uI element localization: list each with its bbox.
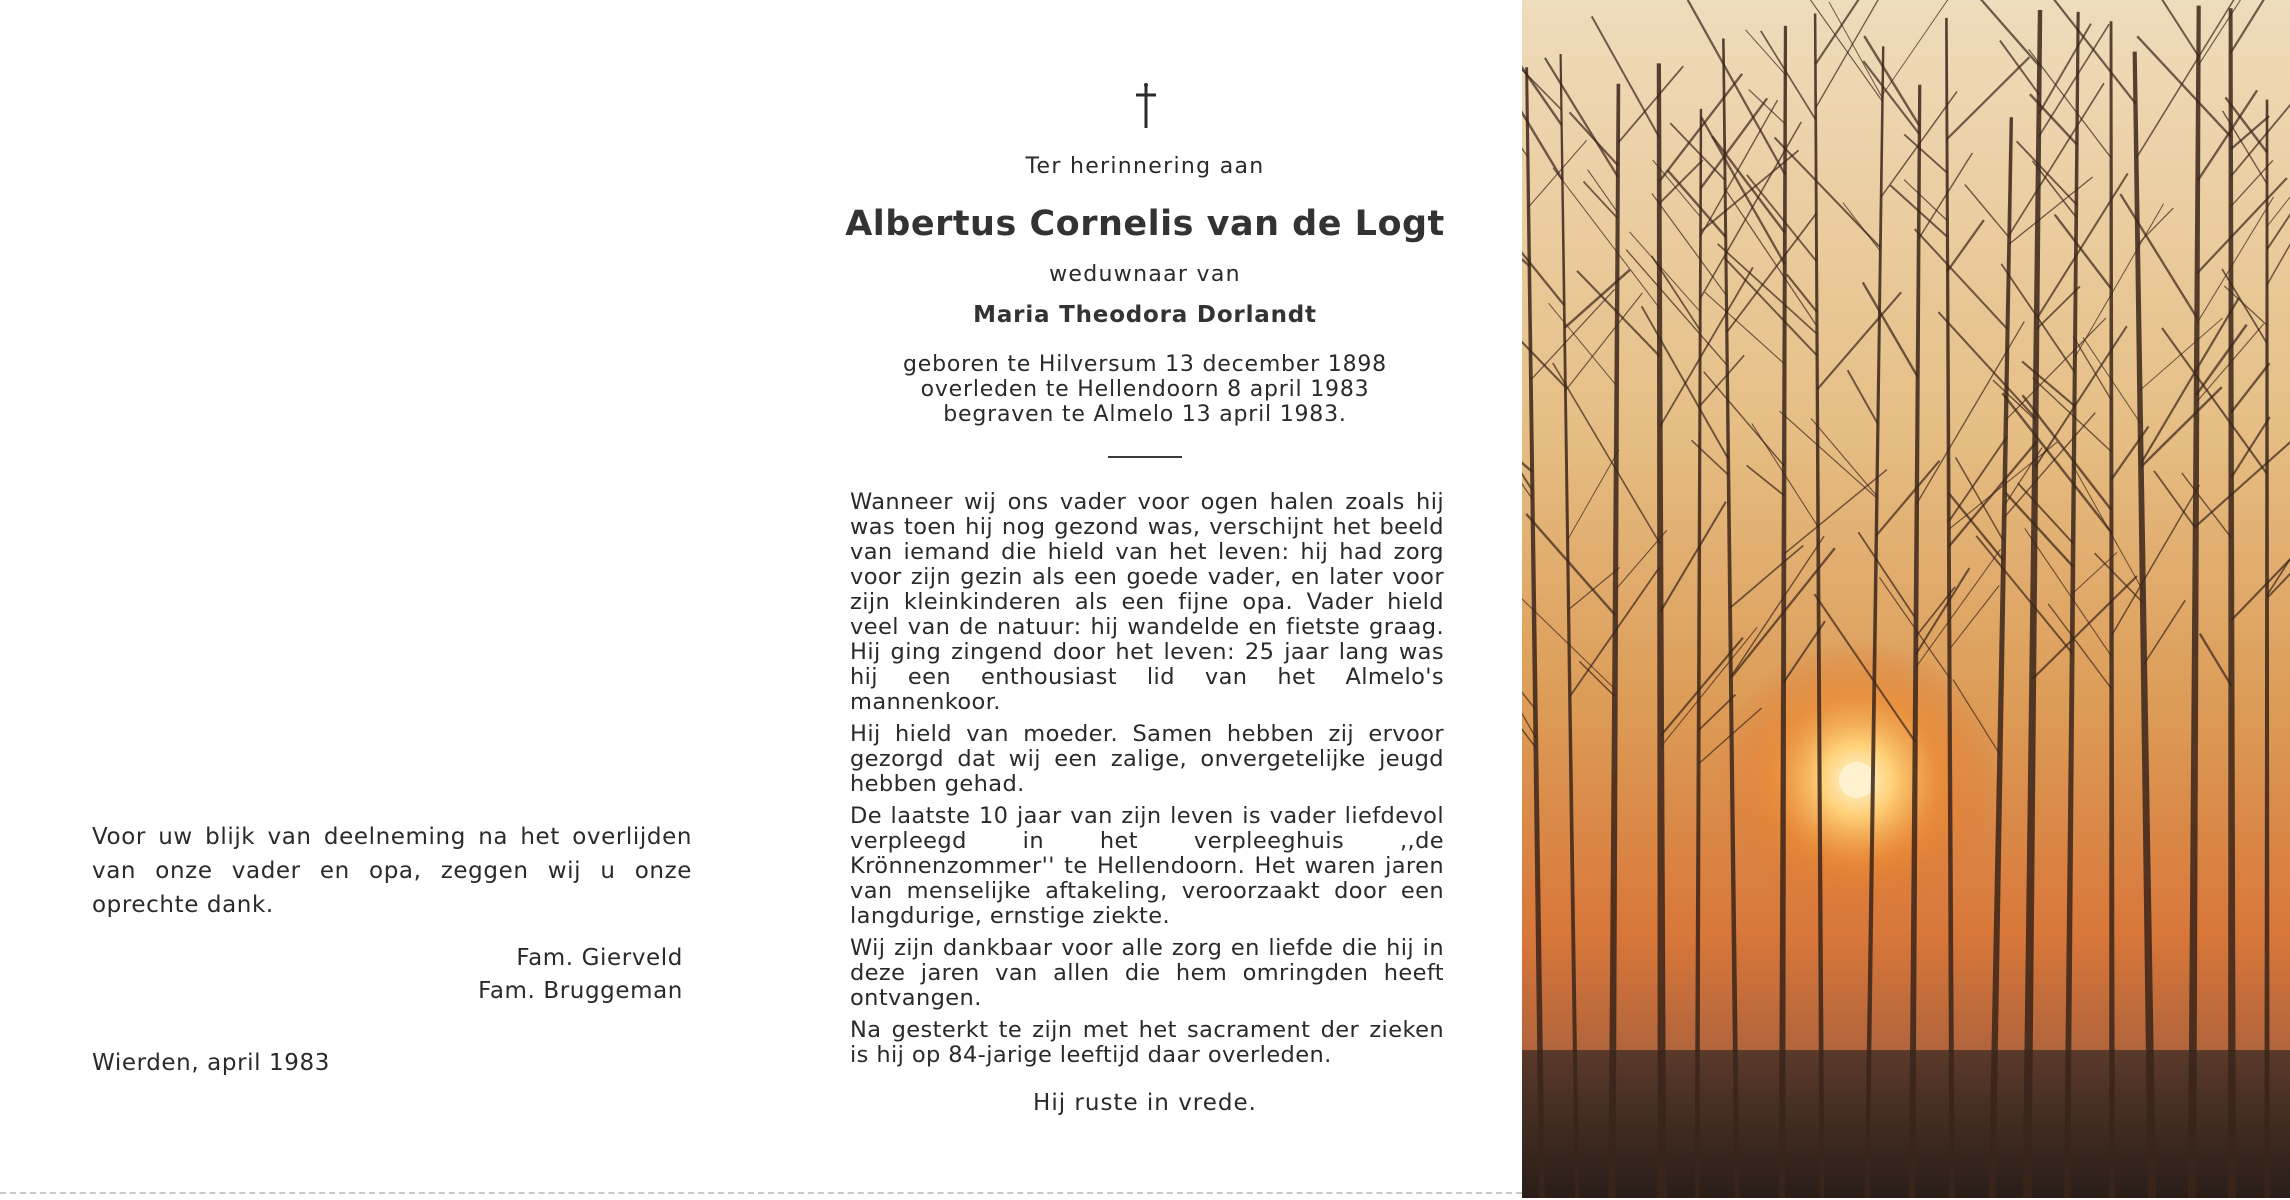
birth-line: geboren te Hilversum 13 december 1898 — [903, 352, 1387, 377]
paragraph: Wanneer wij ons vader voor ogen halen zoals hij was toen hij nog gezond was, verschijnt het beeld van iemand die hield van het leven: hij had zorg voor zijn gezin als een goede vader, en later voor zijn kleinkinderen als een fijne opa. Vader hield veel van de natuur: hij wandelde en fietste graag. Hij ging zingend door het leven: 25 jaar lang was hij een enthousiast lid van het Almelo's mannenkoor. — [850, 489, 1444, 715]
spouse-name: Maria Theodora Dorlandt — [973, 302, 1317, 328]
paragraph: Na gesterkt te zijn met het sacrament der zieken is hij op 84-jarige leeftijd daar overleden. — [850, 1017, 1444, 1068]
death-line: overleden te Hellendoorn 8 april 1983 — [920, 377, 1370, 402]
deceased-name: Albertus Cornelis van de Logt — [845, 204, 1445, 244]
closing-text: Hij ruste in vrede. — [1033, 1090, 1257, 1116]
life-dates — [800, 352, 1490, 427]
signatures — [340, 942, 683, 1008]
left-panel — [0, 0, 760, 1200]
signature-line: Fam. Bruggeman — [478, 978, 683, 1004]
divider — [1108, 456, 1182, 458]
burial-line: begraven te Almelo 13 april 1983. — [943, 402, 1347, 427]
paragraph: De laatste 10 jaar van zijn leven is vader liefdevol verpleegd in het verpleeghuis ,,de Krönnenzommer'' te Hellendoorn. Het waren jaren van menselijke aftakeling, veroorzaakt door een langdurige, ernstige ziekte. — [850, 803, 1444, 929]
card-edge — [0, 1192, 1522, 1194]
intro-text: Ter herinnering aan — [1025, 154, 1265, 179]
middle-panel — [800, 0, 1490, 1200]
signature-line: Fam. Gierveld — [516, 945, 683, 971]
paragraph: Hij hield van moeder. Samen hebben zij ervoor gezorgd dat wij een zalige, onvergetelijke jeugd hebben gehad. — [850, 721, 1444, 797]
relation-text: weduwnaar van — [1049, 262, 1241, 287]
cross-icon — [1126, 82, 1166, 130]
thanks-text: Voor uw blijk van deelneming na het overlijden van onze vader en opa, zeggen wij u onze oprechte dank. — [92, 824, 692, 918]
sunset-forest-photo — [1522, 0, 2290, 1198]
paragraph: Wij zijn dankbaar voor alle zorg en liefde die hij in deze jaren van allen die hem omringden heeft ontvangen. — [850, 935, 1444, 1011]
photo-canvas — [1522, 0, 2290, 1198]
place-date: Wierden, april 1983 — [92, 1050, 330, 1076]
memorial-text — [850, 490, 1444, 1075]
